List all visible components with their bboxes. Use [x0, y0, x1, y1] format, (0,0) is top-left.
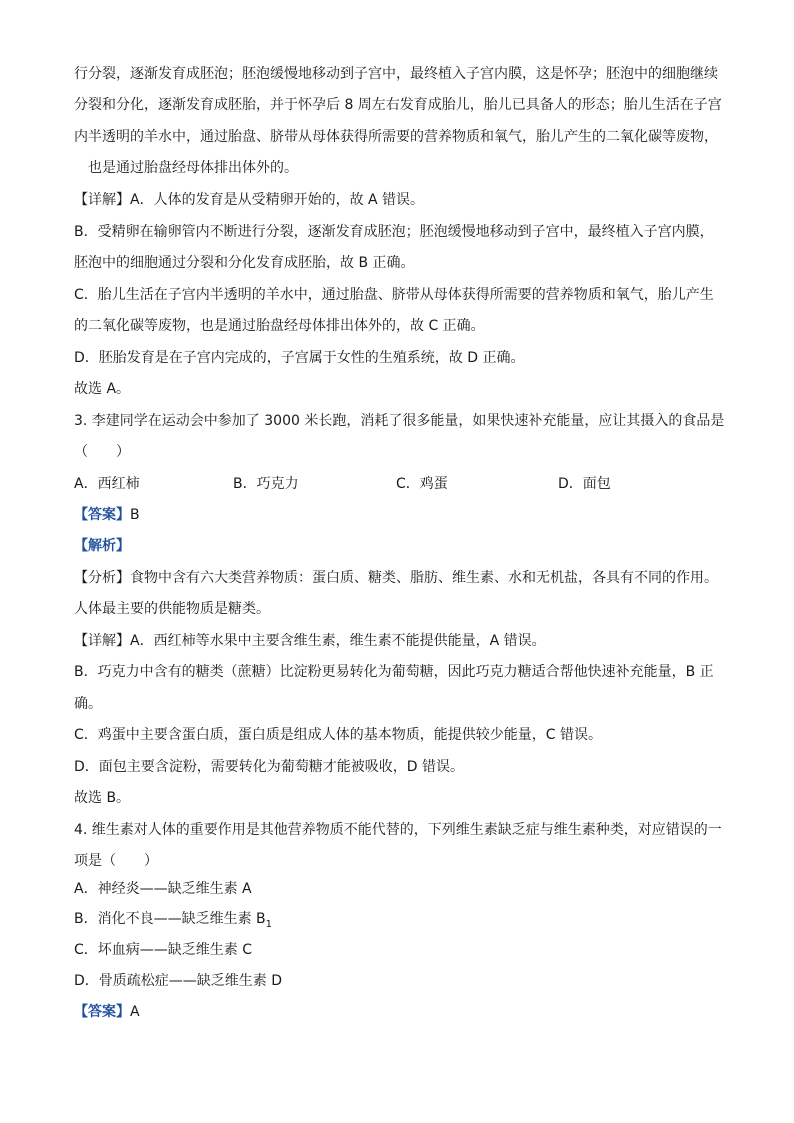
analysis-tag: 【解析】: [74, 538, 130, 554]
q2-detail-d: D．胚胎发育是在子宫内完成的，子宫属于女性的生殖系统，故 D 正确。: [74, 350, 525, 366]
answer-tag: 【答案】: [74, 507, 130, 523]
q3-option-a: A．西红柿: [74, 476, 140, 492]
q3-option-c: C．鸡蛋: [396, 476, 448, 492]
option-b-subscript: 1: [265, 918, 273, 929]
answer-value: B: [130, 507, 140, 523]
q3-detail-b-line: 确。: [74, 696, 102, 712]
q3-stem-line: 3. 李建同学在运动会中参加了 3000 米长跑，消耗了很多能量，如果快速补充能量，应让其摄入的食品是: [74, 413, 724, 429]
q4-answer: [74, 1002, 724, 1022]
q3-fenxi-line: [74, 568, 724, 588]
q4-option-a: A．神经炎——缺乏维生素 A: [74, 881, 252, 897]
detail-tag: 【详解】: [74, 633, 130, 649]
q3-conclusion: 故选 B。: [74, 790, 131, 806]
q3-answer: [74, 505, 724, 525]
explanation-line: 也是通过胎盘经母体排出体外的。: [88, 160, 298, 176]
fenxi-text: 食物中含有六大类营养物质：蛋白质、糖类、脂肪、维生素、水和无机盐，各具有不同的作用。: [130, 570, 718, 586]
option-b-text: B．消化不良——缺乏维生素 B: [74, 911, 266, 927]
q3-fenxi-line: 人体最主要的供能物质是糖类。: [74, 601, 270, 617]
q2-detail-b-line: 胚泡中的细胞通过分裂和分化发育成胚胎，故 B 正确。: [74, 255, 415, 271]
explanation-line: 分裂和分化，逐渐发育成胚胎，并于怀孕后 8 周左右发育成胎儿，胎儿已具备人的形态；胎儿生活在子宫: [74, 97, 722, 113]
detail-text: A．人体的发育是从受精卵开始的，故 A 错误。: [130, 192, 425, 208]
detail-text: A．西红柿等水果中主要含维生素，维生素不能提供能量，A 错误。: [130, 633, 546, 649]
answer-tag: 【答案】: [74, 1004, 130, 1020]
q3-detail-d: D．面包主要含淀粉，需要转化为葡萄糖才能被吸收，D 错误。: [74, 759, 465, 775]
detail-tag: 【详解】: [74, 192, 130, 208]
q3-detail-c: C．鸡蛋中主要含蛋白质，蛋白质是组成人体的基本物质，能提供较少能量，C 错误。: [74, 727, 602, 743]
q2-detail-c-line: 的二氧化碳等废物，也是通过胎盘经母体排出体外的，故 C 正确。: [74, 318, 485, 334]
q4-option-d: D．骨质疏松症——缺乏维生素 D: [74, 973, 283, 989]
q3-option-d: D．面包: [558, 476, 611, 492]
q4-option-c: C．坏血病——缺乏维生素 C: [74, 942, 253, 958]
q4-stem-line: 4. 维生素对人体的重要作用是其他营养物质不能代替的，下列维生素缺乏症与维生素种类，对应错误的一: [74, 822, 722, 838]
q2-detail-b-line: B．受精卵在输卵管内不断进行分裂，逐渐发育成胚泡；胚泡缓慢地移动到子宫中，最终植入子宫内膜，: [74, 224, 714, 240]
explanation-line: 内半透明的羊水中，通过胎盘、脐带从母体获得所需要的营养物质和氧气，胎儿产生的二氧化碳等废物，: [74, 129, 718, 145]
q3-option-b: B．巧克力: [233, 476, 299, 492]
q2-detail-c-line: C．胎儿生活在子宫内半透明的羊水中，通过胎盘、脐带从母体获得所需要的营养物质和氧气，胎儿产生: [74, 287, 714, 303]
q3-detail-b-line: B．巧克力中含有的糖类（蔗糖）比淀粉更易转化为葡萄糖，因此巧克力糖适合帮他快速补充能量，B 正: [74, 664, 714, 680]
answer-value: A: [130, 1004, 140, 1020]
q4-option-b: [74, 909, 724, 929]
q2-conclusion: 故选 A。: [74, 381, 131, 397]
q4-stem-line: 项是（ ）: [74, 853, 158, 869]
q3-detail-a: [74, 631, 724, 651]
q3-analysis-heading: [74, 536, 724, 556]
explanation-line: 行分裂，逐渐发育成胚泡；胚泡缓慢地移动到子宫中，最终植入子宫内膜，这是怀孕；胚泡中的细胞继续: [74, 66, 718, 82]
q3-options: [74, 474, 724, 494]
fenxi-tag: 【分析】: [74, 570, 130, 586]
q3-stem-line: （ ）: [74, 444, 130, 460]
q2-detail-a: [74, 190, 724, 210]
